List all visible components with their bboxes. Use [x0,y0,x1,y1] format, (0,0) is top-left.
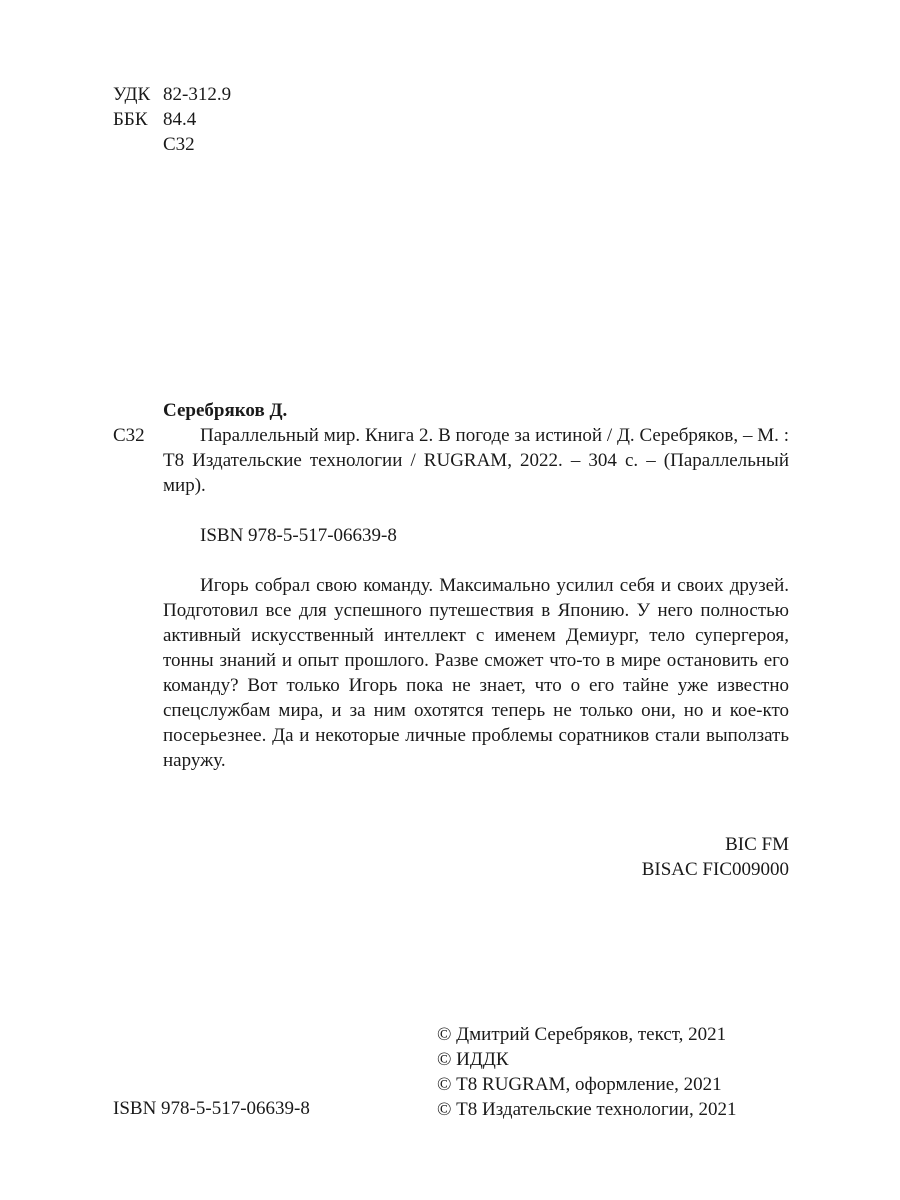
isbn-line: ISBN 978-5-517-06639-8 [200,525,397,546]
copyright-line: © Т8 RUGRAM, оформление, 2021 [437,1074,722,1095]
description-text: Параллельный мир. Книга 2. В погоде за истиной / Д. Серебряков, – М. : Т8 Издательские технологии / RUGRAM, 2022. – 304 с. – (Параллельный мир). [163,425,789,496]
copyright-line: © Дмитрий Серебряков, текст, 2021 [437,1024,727,1045]
subject-codes [642,832,789,882]
annotation-text: Игорь собрал свою команду. Максимально усилил себя и своих друзей. Подготовил все для успешного путешествия в Японию. У него полностью активный искусственный интеллект с именем Демиург, тело супергероя, тонны знаний и опыт прошлого. Разве сможет что-то в мире остановить его команду? Вот только Игорь пока не знает, что о его тайне уже известно спецслужбам мира, и за ним охотятся теперь не только они, но и кое-кто посерьезнее. Да и некоторые личные проблемы соратников стали выползать наружу. [163,575,789,771]
bbk-row [113,107,231,132]
udk-label: УДК [113,84,151,105]
bic-code: BIC FM [725,834,789,855]
entry-code: С32 [113,425,145,446]
author-name: Серебряков Д. [163,400,288,421]
author-mark: С32 [163,134,195,155]
bibliographic-description [113,423,789,498]
bibliographic-entry [113,398,789,773]
copyright-line: © ИДДК [437,1049,509,1070]
bbk-value: 84.4 [163,109,197,130]
bisac-code: BISAC FIC009000 [641,859,789,880]
bbk-label: ББК [113,109,148,130]
footer-isbn: ISBN 978-5-517-06639-8 [113,1098,310,1119]
classification-codes [113,82,231,157]
author-mark-row [113,132,231,157]
copyright-block [437,1022,736,1122]
udk-value: 82-312.9 [163,84,232,105]
copyright-line: © Т8 Издательские технологии, 2021 [437,1099,737,1120]
udk-row [113,82,231,107]
